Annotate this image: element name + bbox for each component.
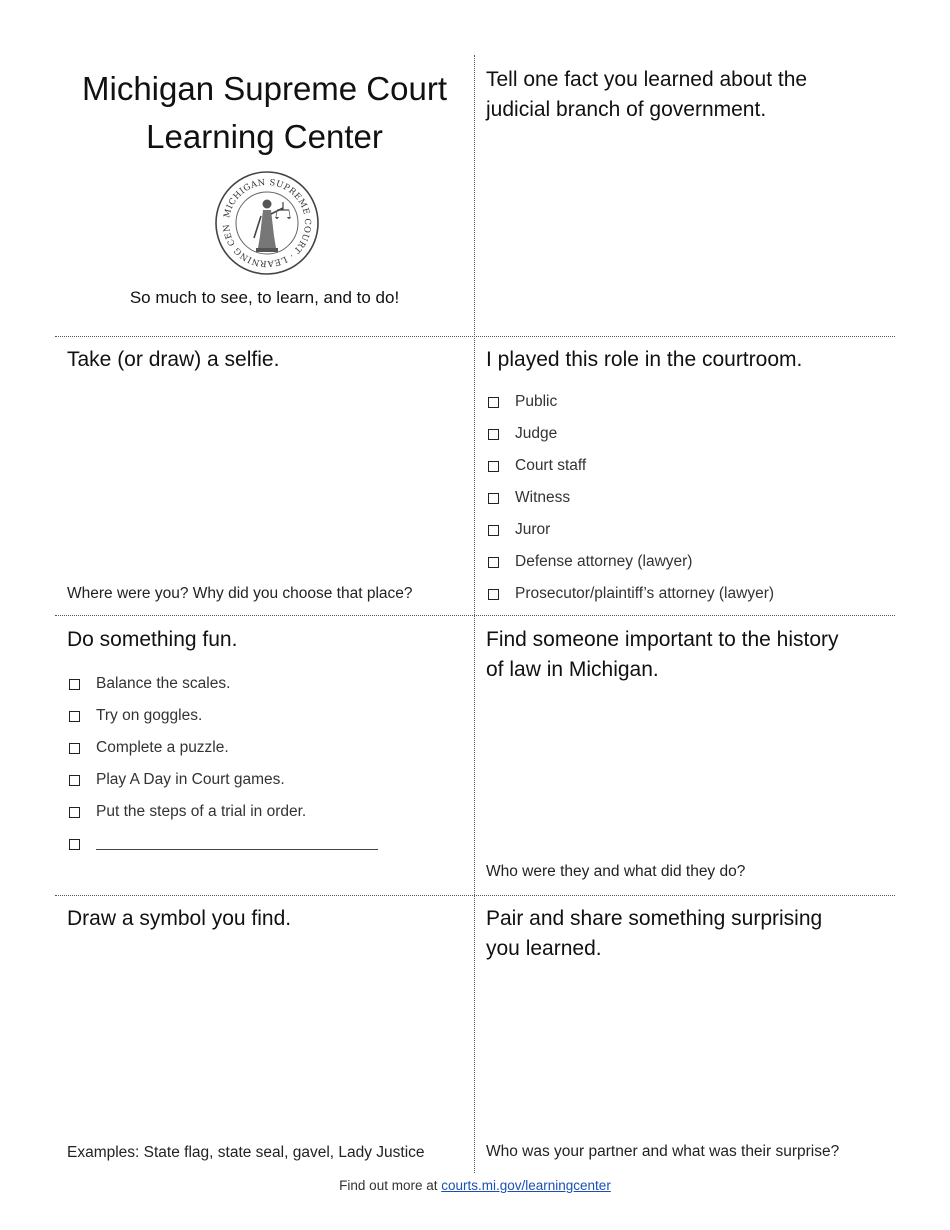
fun-option-write-in[interactable] — [69, 828, 378, 860]
share-prompt: Who was your partner and what was their surprise? — [486, 1143, 840, 1160]
share-cell — [486, 904, 886, 1173]
vertical-divider — [474, 55, 475, 1173]
header-cell — [55, 55, 474, 336]
role-option-public[interactable] — [488, 386, 774, 418]
role-option-witness[interactable] — [488, 482, 774, 514]
activity-grid — [55, 55, 895, 1173]
checkbox-icon[interactable] — [488, 397, 499, 408]
fun-option-puzzle[interactable] — [69, 732, 378, 764]
checkbox-icon[interactable] — [69, 679, 80, 690]
role-option-label: Court staff — [515, 457, 587, 474]
symbol-heading: Draw a symbol you find. — [67, 907, 292, 930]
fact-heading-line2: judicial branch of government. — [486, 98, 767, 121]
role-option-label: Witness — [515, 489, 571, 506]
role-option-label: Juror — [515, 521, 551, 538]
horizontal-divider — [55, 895, 895, 896]
history-heading — [486, 625, 886, 685]
share-heading-line1: Pair and share something surprising — [486, 907, 823, 930]
fun-checklist — [69, 668, 378, 860]
horizontal-divider — [55, 336, 895, 337]
checkbox-icon[interactable] — [488, 461, 499, 472]
fun-option-label: Complete a puzzle. — [96, 739, 229, 756]
role-option-label: Prosecutor/plaintiff’s attorney (lawyer) — [515, 585, 775, 602]
fun-option-trial-steps[interactable] — [69, 796, 378, 828]
role-option-label: Public — [515, 393, 558, 410]
role-option-court-staff[interactable] — [488, 450, 774, 482]
role-cell — [486, 345, 886, 615]
checkbox-icon[interactable] — [69, 743, 80, 754]
checkbox-icon[interactable] — [69, 711, 80, 722]
fact-heading — [486, 65, 886, 125]
fact-cell — [486, 65, 886, 125]
fun-option-label: Try on goggles. — [96, 707, 203, 724]
checkbox-icon[interactable] — [69, 839, 80, 850]
page-title-line1: Michigan Supreme Court — [82, 70, 447, 107]
history-heading-line1: Find someone important to the history — [486, 628, 839, 651]
history-cell — [486, 625, 886, 895]
history-heading-line2: of law in Michigan. — [486, 658, 659, 681]
checkbox-icon[interactable] — [69, 775, 80, 786]
role-heading: I played this role in the courtroom. — [486, 348, 803, 371]
learning-center-link[interactable]: courts.mi.gov/learningcenter — [441, 1178, 611, 1193]
page-footer — [0, 1178, 950, 1193]
fun-heading: Do something fun. — [67, 628, 238, 651]
checkbox-icon[interactable] — [488, 525, 499, 536]
fun-option-games[interactable] — [69, 764, 378, 796]
fact-heading-line1: Tell one fact you learned about the — [486, 68, 808, 91]
fun-option-label: Put the steps of a trial in order. — [96, 803, 307, 820]
role-option-prosecutor[interactable] — [488, 578, 774, 610]
tagline: So much to see, to learn, and to do! — [129, 288, 400, 307]
symbol-cell — [67, 904, 467, 1173]
role-checklist — [488, 386, 774, 610]
checkbox-icon[interactable] — [488, 429, 499, 440]
footer-text: Find out more at — [339, 1178, 442, 1193]
checkbox-icon[interactable] — [69, 807, 80, 818]
role-option-defense-attorney[interactable] — [488, 546, 774, 578]
share-heading-line2: you learned. — [486, 937, 602, 960]
share-heading — [486, 904, 886, 964]
selfie-prompt: Where were you? Why did you choose that place? — [67, 585, 413, 602]
checkbox-icon[interactable] — [488, 589, 499, 600]
symbol-prompt: Examples: State flag, state seal, gavel, Lady Justice — [67, 1144, 425, 1161]
page-title-line2: Learning Center — [146, 118, 383, 155]
checkbox-icon[interactable] — [488, 557, 499, 568]
seal-lettering: MICHIGAN SUPREME COURT · LEARNING CEN — [221, 177, 313, 269]
checkbox-icon[interactable] — [488, 493, 499, 504]
fun-option-label: Balance the scales. — [96, 675, 231, 692]
selfie-heading: Take (or draw) a selfie. — [67, 348, 280, 371]
court-seal-logo — [214, 170, 320, 276]
write-in-line[interactable] — [96, 838, 378, 850]
role-option-juror[interactable] — [488, 514, 774, 546]
fun-option-scales[interactable] — [69, 668, 378, 700]
selfie-cell — [67, 345, 467, 615]
role-option-judge[interactable] — [488, 418, 774, 450]
role-option-label: Judge — [515, 425, 558, 442]
role-option-label: Defense attorney (lawyer) — [515, 553, 693, 570]
fun-cell — [67, 625, 467, 895]
horizontal-divider — [55, 615, 895, 616]
fun-option-label: Play A Day in Court games. — [96, 771, 285, 788]
history-prompt: Who were they and what did they do? — [486, 863, 746, 880]
fun-option-goggles[interactable] — [69, 700, 378, 732]
